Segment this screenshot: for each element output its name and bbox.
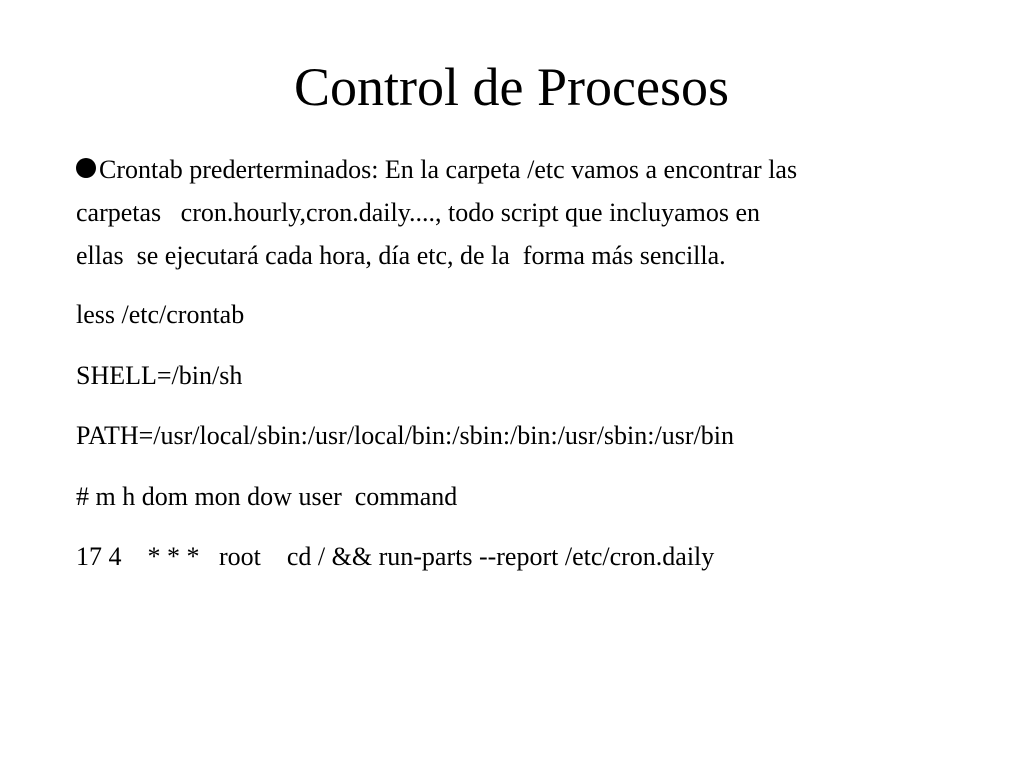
shell-line: SHELL=/bin/sh	[76, 361, 243, 390]
bullet-dot-icon	[76, 158, 96, 178]
cron-header-line: # m h dom mon dow user command	[76, 482, 458, 511]
cron-entry-line: 17 4 * * * root cd / && run-parts --report /etc/cron.daily	[76, 542, 715, 571]
bullet-line-1: Crontab prederterminados: En la carpeta /etc vamos a encontrar las	[99, 155, 798, 184]
slide-body	[76, 148, 956, 277]
bullet-line-3: ellas se ejecutará cada hora, día etc, de la forma más sencilla.	[76, 241, 726, 270]
path-line: PATH=/usr/local/sbin:/usr/local/bin:/sbin:/bin:/usr/sbin:/usr/bin	[76, 421, 734, 450]
slide-title: Control de Procesos	[294, 57, 729, 117]
bullet-line-2: carpetas cron.hourly,cron.daily...., todo script que incluyamos en	[76, 198, 760, 227]
crontab-command-line: less /etc/crontab	[76, 300, 245, 329]
bullet-paragraph	[76, 148, 956, 277]
